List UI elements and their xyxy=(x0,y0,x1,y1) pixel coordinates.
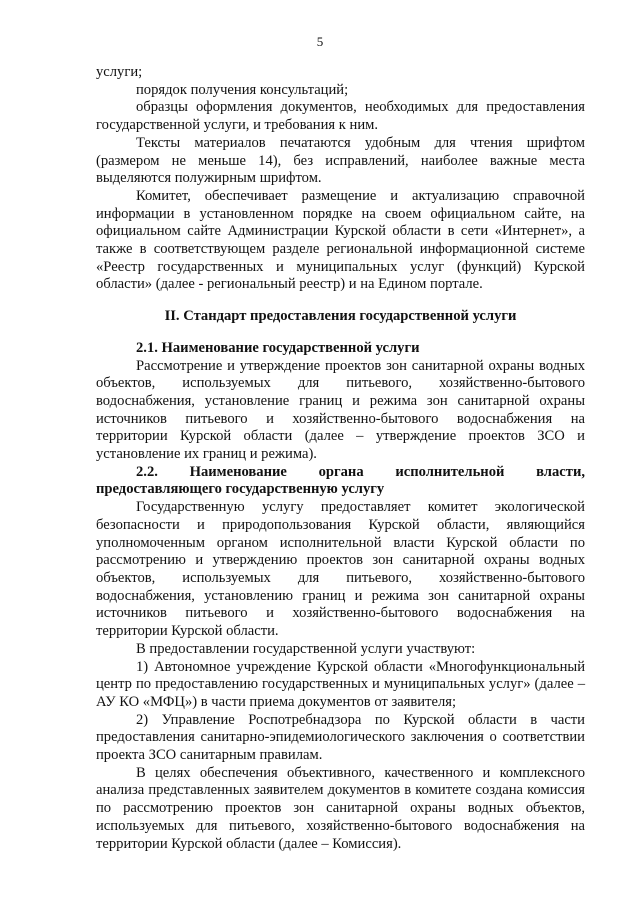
paragraph-committee-info: Комитет, обеспечивает размещение и актуализацию справочной информации в установленном порядке на своем официальном сайте, на официальном сайте Администрации Курской области в сети «Интернет», а также в соответствующем разделе региональной информационной системе «Реестр государственных и муниципальных услуг (функций) Курской области» (далее - региональный реестр) и на Едином портале. xyxy=(96,187,585,293)
participants-intro: В предоставлении государственной услуги участвуют: xyxy=(136,640,476,657)
section-title: II. Стандарт предоставления государственной услуги xyxy=(164,308,517,325)
participant-item-2: 2) Управление Роспотребнадзора по Курской области в части предоставления санитарно-эпидемиологического заключения о соответствии проекта ЗСО санитарным правилам. xyxy=(96,711,585,764)
subsection-2-1-title: 2.1. Наименование государственной услуги xyxy=(136,339,420,356)
document-body xyxy=(96,64,585,853)
participant-item-1: 1) Автономное учреждение Курской области «Многофункциональный центр по предоставлению государственных и муниципальных услуг» (далее – АУ КО «МФЦ») в части приема документов от заявителя; xyxy=(96,658,585,710)
page-number: 5 xyxy=(316,34,324,49)
subsection-2-2-text: Государственную услугу предоставляет комитет экологической безопасности и природопользования Курской области, являющийся уполномоченным органом исполнительной власти Курской области по рассмотрению и утверждению проектов зон санитарной охраны водных объектов, используемых для питьевого, хозяйственно-бытового водоснабжения, установлению границ и режима зон санитарной охраны источников питьевого и хозяйственно-бытового водоснабжения на территории Курской области. xyxy=(96,499,585,640)
paragraph-document-samples: образцы оформления документов, необходимых для предоставления государственной услуги, и требования к ним. xyxy=(96,99,585,134)
paragraph-font-requirements: Тексты материалов печатаются удобным для чтения шрифтом (размером не меньше 14), без исправлений, наиболее важные места выделяются полужирным шрифтом. xyxy=(96,134,585,187)
subsection-2-2-title-line1: 2.2. Наименование органа исполнительной власти, xyxy=(136,463,585,480)
paragraph-consultation-order: порядок получения консультаций; xyxy=(136,81,349,98)
subsection-2-1-text: Рассмотрение и утверждение проектов зон санитарной охраны водных объектов, используемых для питьевого, хозяйственно-бытового водоснабжения, установление границ и режима зон санитарной охраны источников питьевого и хозяйственно-бытового водоснабжения на территории Курской области (далее – утверждение проектов ЗСО и установление их границ и режима). xyxy=(96,357,585,463)
paragraph-commission: В целях обеспечения объективного, качественного и комплексного анализа представленных заявителем документов в комитете создана комиссия по рассмотрению проектов зон санитарной охраны водных объектов, используемых для питьевого, хозяйственно-бытового водоснабжения на территории Курской области (далее – Комиссия). xyxy=(96,764,585,852)
paragraph-services-end: услуги; xyxy=(96,64,143,80)
subsection-2-2-title-line2: предоставляющего государственную услугу xyxy=(96,481,385,498)
